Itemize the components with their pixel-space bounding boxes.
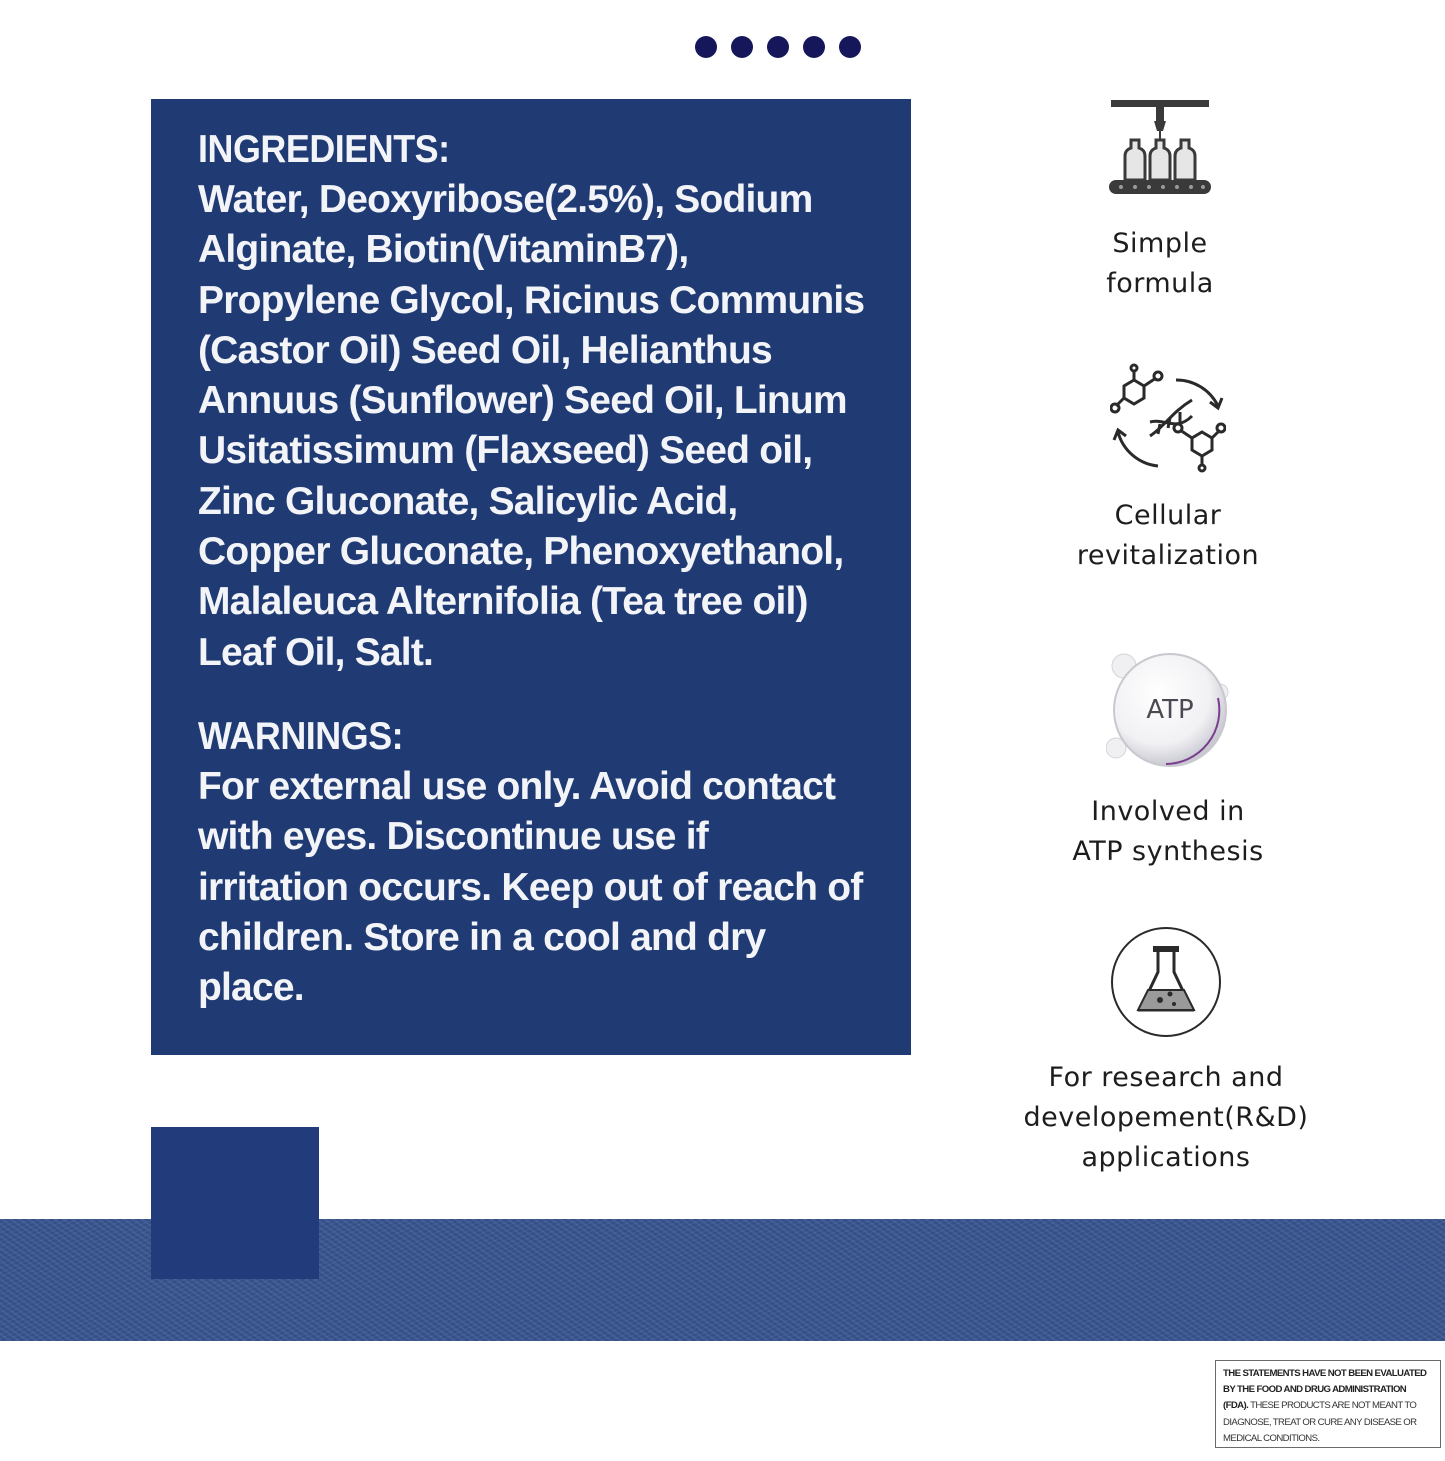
ingredients-text: Water, Deoxyribose(2.5%), Sodium Alginate, Biotin(VitaminB7), Propylene Glycol, Ricinus Communis (Castor Oil) Seed Oil, Helianthus Annuus (Sunflower) Seed Oil, Linum Usitatissimum (Flaxseed) Seed oil, Zinc Gluconate, Salicylic Acid, Copper Gluconate, Phenoxyethanol, Malaleuca Alternifolia (Tea tree oil) Leaf Oil, Salt. [198,178,865,674]
feature-label: Simple formula [1106,228,1214,299]
bottling-conveyor-icon [1105,96,1215,200]
warnings-title: WARNINGS: [198,714,404,758]
disclaimer-text: THESE PRODUCTS ARE NOT MEANT TO DIAGNOSE, TREAT OR CURE ANY DISEASE OR MEDICAL CONDITIONS. [1223,1400,1417,1444]
warnings-text: For external use only. Avoid contact with eyes. Discontinue use if irritation occurs. Keep out of reach of children. Store in a cool and dry place. [198,764,863,1010]
carousel-dot[interactable] [803,36,825,58]
feature-atp-synthesis [1040,652,1296,872]
carousel-dot[interactable] [695,36,717,58]
feature-cellular-revitalization [1050,362,1286,576]
carousel-dot[interactable] [767,36,789,58]
fda-disclaimer [1215,1360,1441,1448]
carousel-dot[interactable] [839,36,861,58]
atp-bubble-icon [1106,652,1230,770]
feature-label: Involved in ATP synthesis [1072,796,1264,867]
disclaimer-bold: THE STATEMENTS HAVE NOT BEEN EVALUATED BY THE FOOD AND DRUG ADMINISTRATION (FDA). [1223,1368,1427,1412]
feature-research-applications [1000,924,1332,1178]
decorative-square [151,1127,319,1279]
atp-icon-text: ATP [1146,695,1194,725]
ingredients-title: INGREDIENTS: [198,128,450,171]
dna-molecule-cycle-icon [1110,362,1226,474]
carousel-dot[interactable] [731,36,753,58]
ingredients-panel [151,99,911,1055]
lab-flask-icon [1108,924,1224,1040]
carousel-dots [695,36,861,58]
feature-simple-formula [1060,96,1260,304]
feature-label: Cellular revitalization [1076,500,1260,571]
feature-label: For research and developement(R&D) applications [1023,1062,1309,1173]
